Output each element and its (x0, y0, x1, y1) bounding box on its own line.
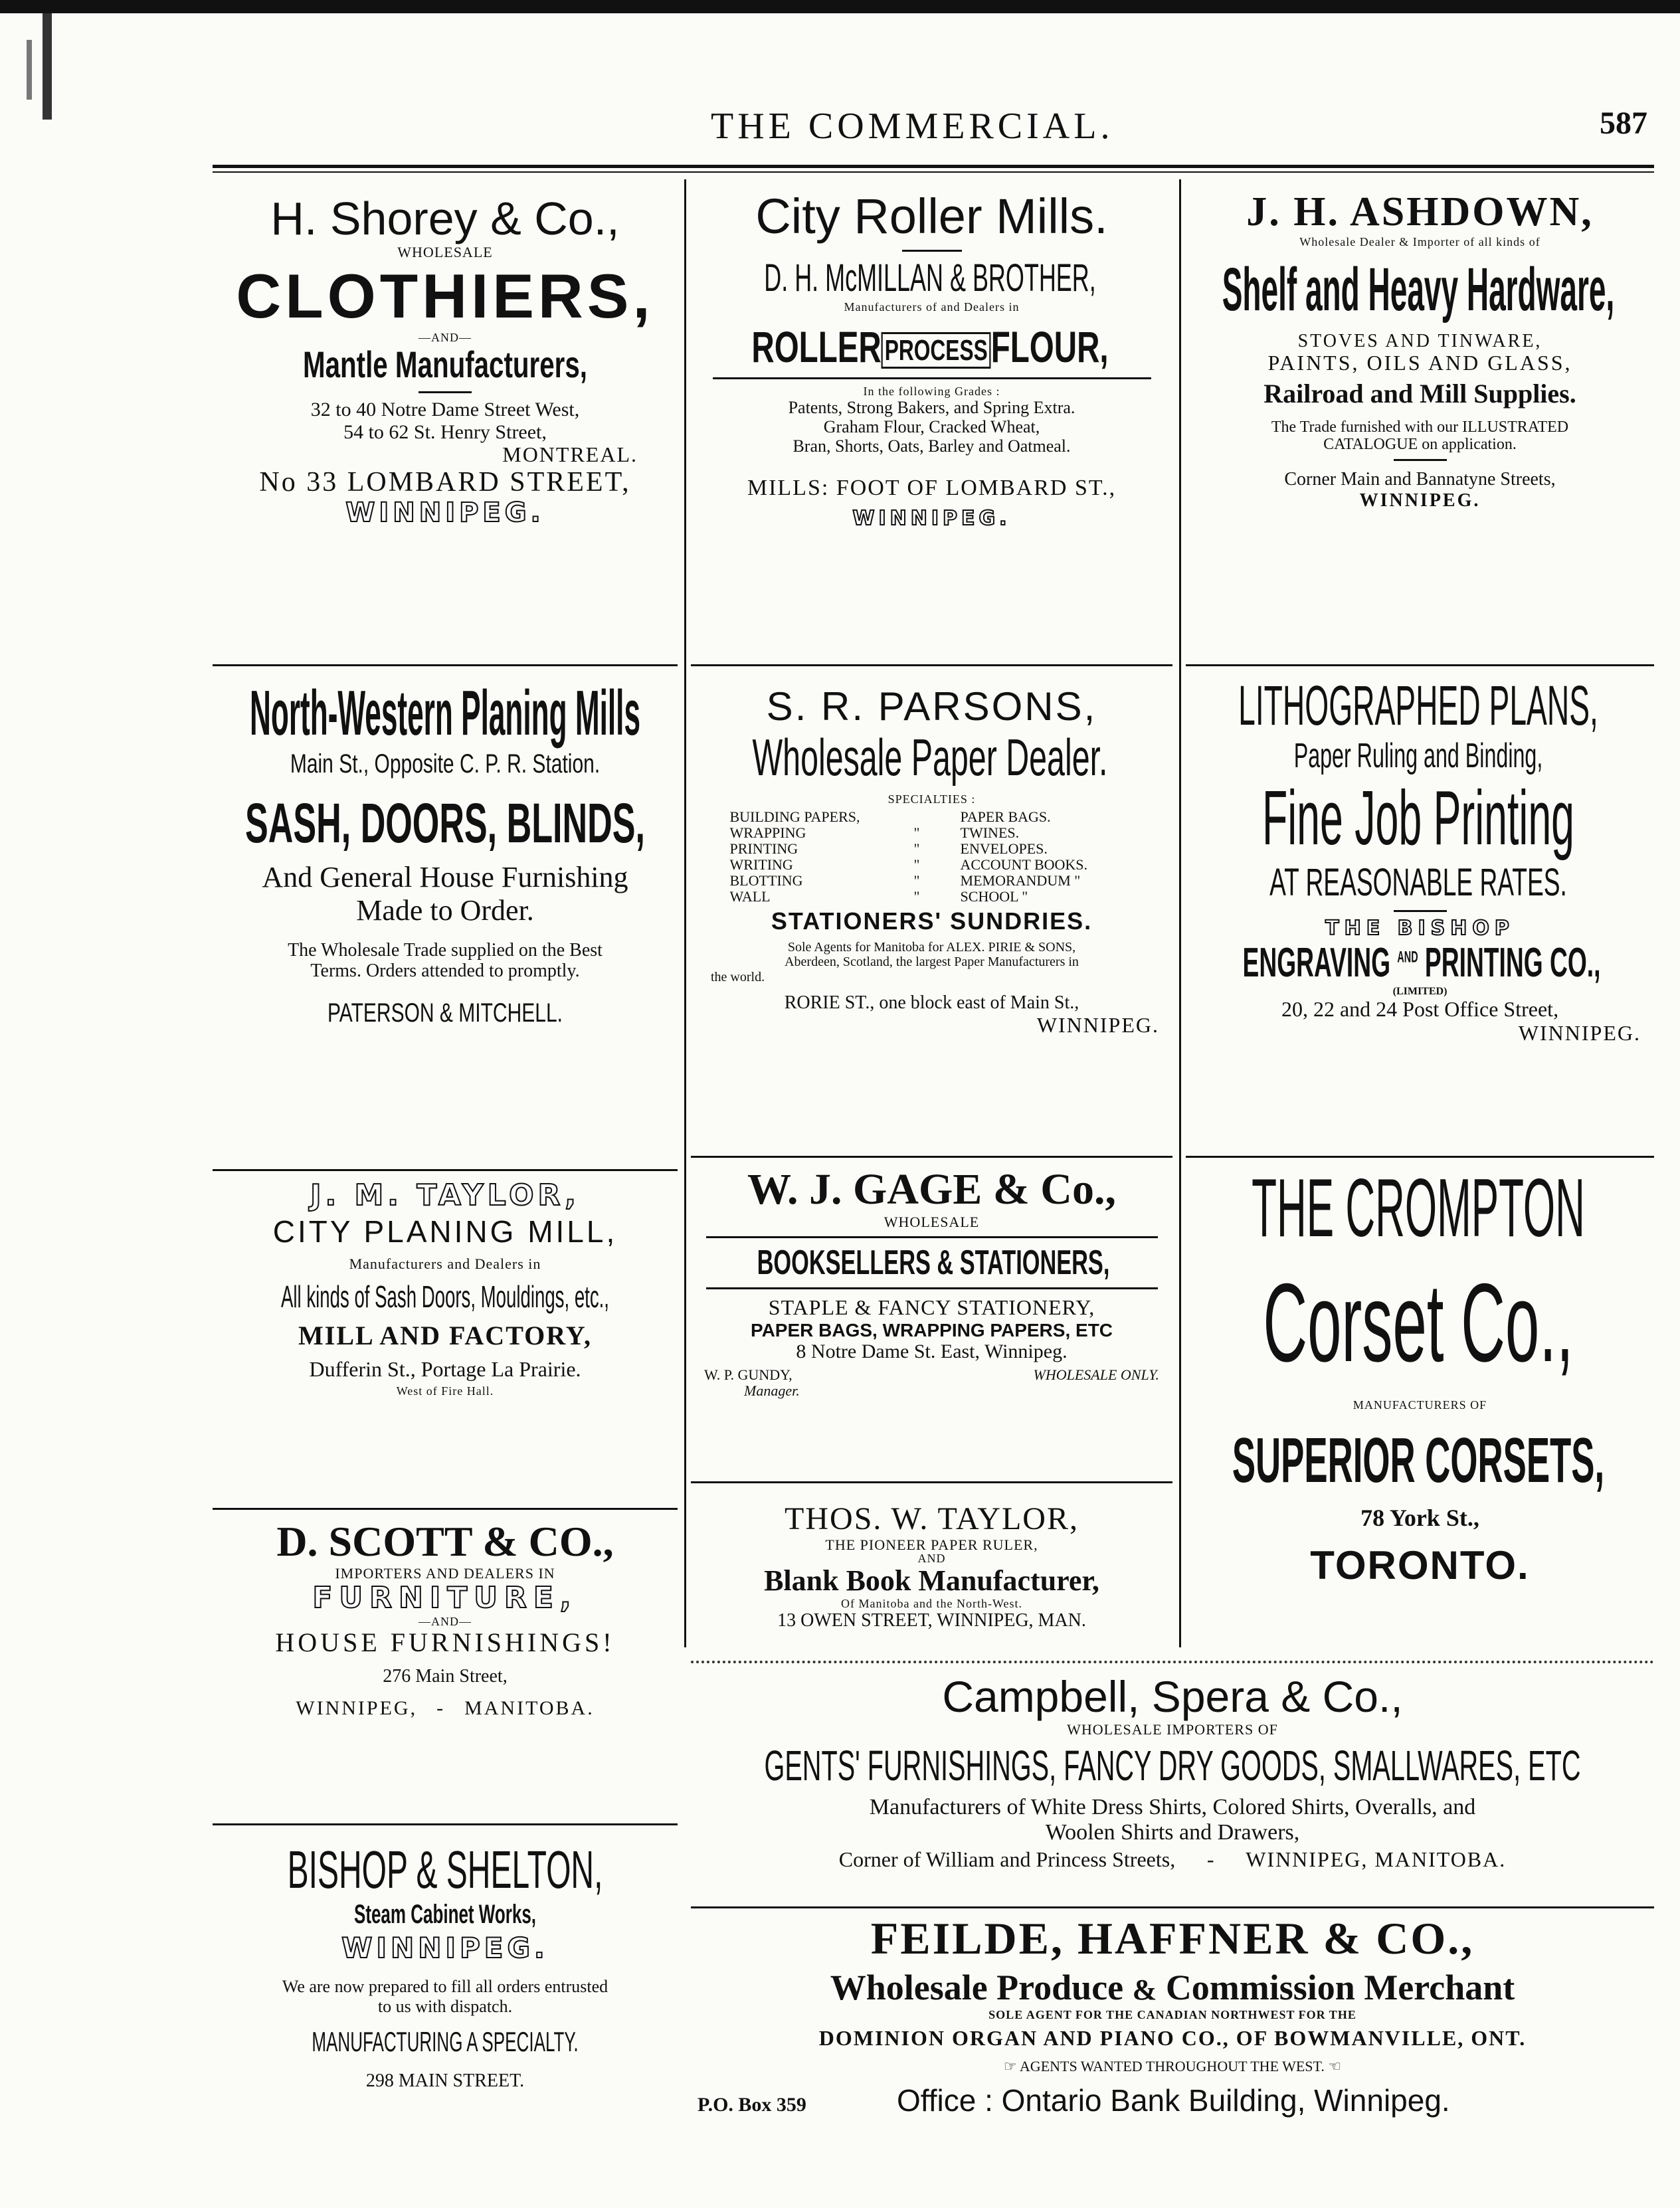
line: Steam Cabinet Works, (353, 1899, 537, 1929)
ad-separator (213, 1169, 678, 1171)
specialty-cell: SCHOOL " (960, 887, 1028, 905)
line: MANUFACTURERS OF (1353, 1398, 1487, 1412)
headline: MANUFACTURING A SPECIALTY. (312, 2025, 579, 2057)
line: Sole Agents for Manitoba for ALEX. PIRIE & SONS, (787, 940, 1076, 955)
line: ☞ AGENTS WANTED THROUGHOUT THE WEST. ☜ (1003, 2057, 1342, 2074)
firm-name: THE CROMPTON (1252, 1162, 1585, 1254)
line: (LIMITED) (1392, 986, 1447, 998)
ad-crompton-corset (1186, 1162, 1654, 1654)
line: MILL AND FACTORY, (298, 1320, 592, 1350)
headline: SUPERIOR CORSETS, (1232, 1425, 1605, 1497)
line: Manufacturers of White Dress Shirts, Colored Shirts, Overalls, and (869, 1795, 1476, 1820)
line: IMPORTERS AND DEALERS IN (335, 1564, 555, 1582)
ad-city-roller-mills (691, 189, 1172, 661)
headline: CITY PLANING MILL, (272, 1214, 618, 1249)
trade-label: WHOLESALE (397, 244, 493, 261)
headline: ENGRAVING $^{AND}$ PRINTING CO., (1242, 939, 1601, 986)
firm-name: W. J. GAGE & Co., (747, 1165, 1116, 1214)
ad-d-scott (213, 1515, 678, 1820)
line: MILLS: FOOT OF LOMBARD ST., (747, 476, 1117, 501)
firm-name: BISHOP & SHELTON, (287, 1840, 603, 1899)
ad-feilde-haffner (691, 1913, 1654, 2192)
line: Manager. (744, 1382, 800, 1400)
line: SOLE AGENT FOR THE CANADIAN NORTHWEST FOR THE (988, 2007, 1356, 2021)
headline: CLOTHIERS, (236, 261, 654, 331)
line: DOMINION ORGAN AND PIANO CO., OF BOWMANVILLE, ONT. (818, 2025, 1527, 2050)
street: 298 MAIN STREET. (365, 2070, 525, 2091)
specialty-cell: BLOTTING (729, 872, 803, 889)
specialty-cell: " (913, 856, 920, 873)
binding-mark (27, 40, 32, 100)
specialty-cell: TWINES. (960, 824, 1020, 841)
line: AT REASONABLE RATES. (1269, 861, 1567, 905)
address-line: Corner of William and Princess Streets, - WINNIPEG, MANITOBA. (838, 1847, 1507, 1872)
city: WINNIPEG. (1036, 1012, 1159, 1037)
specialty-cell: " (913, 872, 920, 889)
ad-w-j-gage (691, 1162, 1172, 1478)
line: WHOLESALE (884, 1213, 980, 1230)
line: to us with dispatch. (377, 1996, 513, 2016)
headline: D. H. McMILLAN & BROTHER, (764, 256, 1096, 300)
ad-separator (691, 664, 1172, 666)
line: Manufacturers and Dealers in (349, 1255, 541, 1272)
specialty-row (727, 874, 1137, 888)
location: Main St., Opposite C. P. R. Station. (290, 749, 601, 779)
city: TORONTO. (1310, 1543, 1530, 1588)
headline: Blank Book Manufacturer, (764, 1564, 1099, 1597)
street: RORIE ST., one block east of Main St., (784, 992, 1079, 1014)
street: 20, 22 and 24 Post Office Street, (1281, 997, 1559, 1022)
specialty-cell: " (913, 887, 920, 905)
line: Patents, Strong Bakers, and Spring Extra. (788, 398, 1075, 418)
line: THE PIONEER PAPER RULER, (825, 1536, 1038, 1553)
specialty-row (727, 826, 1137, 840)
line: We are now prepared to fill all orders entrusted (282, 1977, 608, 1997)
line: PAPER BAGS, WRAPPING PAPERS, ETC (750, 1319, 1113, 1340)
line: Made to Order. (356, 893, 534, 927)
line: Of Manitoba and the North-West. (841, 1596, 1022, 1610)
line: Bran, Shorts, Oats, Barley and Oatmeal. (793, 436, 1071, 456)
flour-headline: ROLLER PROCESSFLOUR, (751, 322, 1109, 371)
connector: AND (917, 1552, 946, 1566)
firm-name: D. SCOTT & CO., (276, 1518, 614, 1565)
line: HOUSE FURNISHINGS! (275, 1627, 615, 1657)
binding-mark (43, 13, 52, 120)
connector: —AND— (419, 1614, 472, 1628)
office-line (691, 2084, 1654, 2118)
ad-separator (1186, 664, 1654, 666)
pointing-hand-icon: ☞ (1003, 2057, 1020, 2074)
headline: Fine Job Printing (1261, 775, 1575, 862)
address-line: 32 to 40 Notre Dame Street West, (310, 399, 580, 421)
ad-j-m-taylor (213, 1176, 678, 1505)
office: Office : Ontario Bank Building, Winnipeg. (897, 2083, 1450, 2118)
location: Dufferin St., Portage La Prairie. (309, 1356, 581, 1381)
line: PAINTS, OILS AND GLASS, (1267, 350, 1572, 375)
ad-separator (213, 1823, 678, 1825)
street: 276 Main Street, (383, 1665, 508, 1687)
firm-name: North-Western Planing Mills (249, 678, 641, 749)
page-header (213, 100, 1674, 153)
line: Woolen Shirts and Drawers, (1045, 1820, 1300, 1845)
headline: LITHOGRAPHED PLANS, (1238, 674, 1598, 737)
line: West of Fire Hall. (396, 1384, 494, 1398)
line: Paper Ruling and Binding, (1293, 737, 1543, 776)
line: Graham Flour, Cracked Wheat, (823, 417, 1040, 437)
top-edge (0, 0, 1680, 13)
line: All kinds of Sash Doors, Mouldings, etc., (281, 1279, 609, 1315)
pointing-hand-icon: ☜ (1324, 2057, 1342, 2074)
line: STAPLE & FANCY STATIONERY, (768, 1295, 1095, 1319)
street: Corner Main and Bannatyne Streets, (1284, 469, 1556, 490)
firm-name: J. H. ASHDOWN, (1246, 189, 1594, 234)
specialty-cell (911, 810, 957, 824)
specialty-cell: WALL (729, 887, 771, 905)
ad-separator (691, 1156, 1172, 1158)
specialty-cell: WRAPPING (729, 824, 806, 841)
street: 13 OWEN STREET, WINNIPEG, MAN. (777, 1610, 1086, 1631)
specialty-row (727, 842, 1137, 856)
firm-name: J. M. TAYLOR, (310, 1178, 580, 1212)
headline: Railroad and Mill Supplies. (1263, 378, 1576, 409)
headline: Wholesale Produce & Commission Merchant (830, 1968, 1515, 2008)
header-rule (213, 165, 1654, 168)
ad-j-h-ashdown (1186, 189, 1654, 661)
publication-title: THE COMMERCIAL. (711, 106, 1114, 147)
specialty-row (727, 889, 1137, 904)
specialty-cell: ENVELOPES. (960, 840, 1048, 857)
city: WINNIPEG. (852, 507, 1011, 531)
po-box: P.O. Box 359 (698, 2094, 806, 2116)
ad-bishop-engraving (1186, 671, 1654, 1152)
header-rule (213, 171, 1654, 173)
city-line: WINNIPEG, - MANITOBA. (296, 1697, 595, 1719)
ad-shorey (213, 189, 678, 661)
line: Terms. Orders attended to promptly. (310, 961, 580, 982)
specialty-cell: " (913, 824, 920, 841)
line: The Trade furnished with our ILLUSTRATED (1271, 418, 1569, 436)
ad-campbell-spera (691, 1667, 1654, 1903)
city: MONTREAL. (502, 442, 638, 467)
ad-separator (1186, 1156, 1654, 1158)
line: WHOLESALE IMPORTERS OF (1067, 1720, 1278, 1738)
ad-separator (213, 664, 678, 666)
headline: Corset Co., (1263, 1259, 1574, 1385)
specialty-row (727, 810, 1137, 824)
ad-thos-w-taylor (691, 1501, 1172, 1654)
specialty-cell: PRINTING (729, 840, 798, 857)
headline: STATIONERS' SUNDRIES. (771, 907, 1093, 935)
branch-address: No 33 LOMBARD STREET, (259, 467, 631, 498)
ad-separator (691, 1481, 1172, 1483)
city: WINNIPEG. (345, 498, 545, 529)
specialty-cell: PAPER BAGS. (960, 808, 1051, 825)
ad-separator (691, 1906, 1654, 1908)
ad-separator (213, 1508, 678, 1510)
firm-name: FEILDE, HAFFNER & CO., (870, 1913, 1475, 1964)
line: SPECIALTIES : (887, 792, 976, 806)
subheadline: Mantle Manufacturers, (303, 343, 587, 386)
specialty-cell: BUILDING PAPERS, (729, 808, 860, 825)
street: 78 York St., (1360, 1504, 1479, 1531)
line: Wholesale Dealer & Importer of all kinds of (1299, 235, 1540, 249)
address-line: 54 to 62 St. Henry Street, (343, 420, 547, 443)
specialties-table (726, 808, 1138, 905)
headline: Shelf and Heavy Hardware, (1222, 255, 1615, 323)
line: Aberdeen, Scotland, the largest Paper Manufacturers in (785, 955, 1079, 970)
firm-name: H. Shorey & Co., (270, 193, 620, 244)
column-divider (1179, 179, 1181, 1647)
street: 8 Notre Dame St. East, Winnipeg. (796, 1340, 1068, 1362)
headline: Wholesale Paper Dealer. (752, 728, 1108, 787)
ad-separator (691, 1661, 1654, 1663)
ad-s-r-parsons (691, 671, 1172, 1152)
headline: SASH, DOORS, BLINDS, (245, 792, 645, 855)
connector: —AND— (419, 331, 472, 345)
headline: FURNITURE, (312, 1581, 578, 1615)
owners: PATERSON & MITCHELL. (327, 998, 563, 1028)
city: WINNIPEG. (341, 1932, 549, 1965)
line: THE BISHOP (1325, 917, 1515, 941)
line: Manufacturers of and Dealers in (844, 300, 1020, 314)
specialty-cell: " (913, 840, 920, 857)
firm-name: THOS. W. TAYLOR, (785, 1501, 1079, 1536)
specialty-cell: MEMORANDUM " (960, 872, 1081, 889)
line: And General House Furnishing (262, 861, 628, 894)
headline: BOOKSELLERS & STATIONERS, (757, 1243, 1110, 1282)
ad-bishop-shelton (213, 1830, 678, 2189)
ad-north-western-planing-mills (213, 671, 678, 1166)
line: In the following Grades : (863, 384, 1000, 398)
page-number: 587 (1600, 106, 1647, 141)
city: WINNIPEG. (1359, 490, 1481, 511)
column-divider (684, 179, 686, 1647)
specialty-cell: ACCOUNT BOOKS. (960, 856, 1088, 873)
line: The Wholesale Trade supplied on the Best (288, 939, 603, 961)
specialty-row (727, 858, 1137, 872)
specialty-cell: WRITING (729, 856, 793, 873)
manager-line: W. P. GUNDY, WHOLESALE ONLY. (704, 1366, 1159, 1383)
line: CATALOGUE on application. (1323, 436, 1517, 454)
firm-name: S. R. PARSONS, (766, 684, 1097, 729)
firm-name: City Roller Mills. (755, 189, 1108, 244)
line: STOVES AND TINWARE, (1297, 330, 1542, 351)
city: WINNIPEG. (1518, 1020, 1641, 1045)
headline: GENTS' FURNISHINGS, FANCY DRY GOODS, SMALLWARES, ETC (764, 1741, 1581, 1790)
line: the world. (711, 969, 765, 984)
firm-name: Campbell, Spera & Co., (942, 1672, 1403, 1721)
